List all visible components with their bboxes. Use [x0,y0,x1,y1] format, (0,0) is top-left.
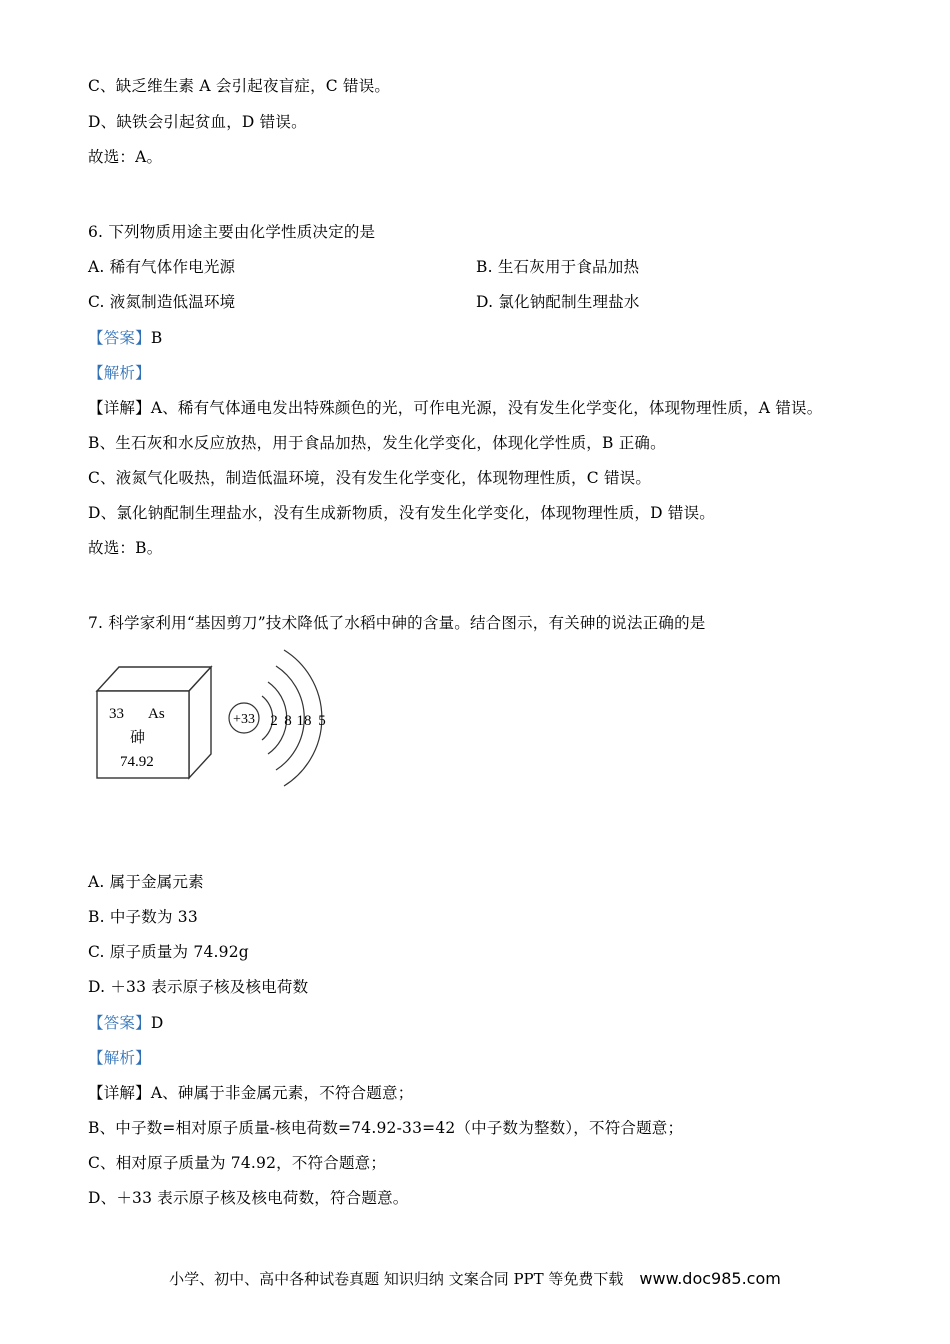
q6-detail-b: B、生石灰和水反应放热，用于食品加热，发生化学变化，体现化学性质，B 正确。 [88,434,666,452]
atomic-number: 33 [109,706,124,722]
footer-url-link[interactable]: www.doc985.com [639,1269,781,1288]
page-footer [0,1268,950,1289]
q6-answer-value: B [150,329,163,347]
q6-detail-c: C、液氮气化吸热，制造低温环境，没有发生化学变化，体现物理性质，C 错误。 [88,469,652,487]
q5-option-d-explanation: D、缺铁会引起贫血，D 错误。 [88,113,307,131]
atomic-structure-diagram [229,650,326,786]
q7-option-d: D. ＋33 表示原子核及核电荷数 [88,978,309,996]
q6-detail-a-text: A、稀有气体通电发出特殊颜色的光，可作电光源，没有发生化学变化，体现物理性质，A 错误。 [150,399,823,417]
q7-detail-b: B、中子数=相对原子质量-核电荷数=74.92-33=42（中子数为整数），不符合题意； [88,1119,684,1137]
shell-3-electrons: 18 [296,713,312,729]
q7-answer-value: D [150,1014,164,1032]
q6-detail-d: D、氯化钠配制生理盐水，没有生成新物质，没有发生化学变化，体现物理性质，D 错误。 [88,504,715,522]
element-cube [97,667,211,778]
q7-detail-c: C、相对原子质量为 74.92，不符合题意； [88,1154,387,1172]
q7-analysis-label: 【解析】 [88,1049,151,1067]
shell-4-electrons: 5 [318,713,326,729]
q6-conclusion: 故选：B。 [88,539,163,557]
q6-stem: 6. 下列物质用途主要由化学性质决定的是 [88,223,376,241]
element-symbol: As [148,706,165,722]
q6-answer-label: 【答案】 [88,329,151,347]
q7-answer-label: 【答案】 [88,1014,151,1032]
footer-text: 小学、初中、高中各种试卷真题 知识归纳 文案合同 PPT 等免费下载 [169,1270,624,1288]
q7-detail-label: 【详解】 [88,1084,151,1102]
q6-option-b: B. 生石灰用于食品加热 [476,258,640,276]
q6-detail-label: 【详解】 [88,399,151,417]
q7-option-c: C. 原子质量为 74.92g [88,943,249,961]
shell-2-electrons: 8 [284,713,292,729]
q6-option-a: A. 稀有气体作电光源 [88,258,236,276]
q7-option-a: A. 属于金属元素 [88,873,204,891]
arsenic-element-figure [92,646,332,796]
q6-option-d: D. 氯化钠配制生理盐水 [476,293,640,311]
q6-answer [88,327,162,349]
atomic-mass: 74.92 [120,754,154,770]
element-name: 砷 [130,728,146,746]
nucleus-charge: +33 [233,712,255,727]
q6-analysis-label: 【解析】 [88,364,151,382]
q7-option-b: B. 中子数为 33 [88,908,198,926]
q7-detail-a [88,1082,413,1104]
q6-option-c: C. 液氮制造低温环境 [88,293,236,311]
q7-stem: 7. 科学家利用“基因剪刀”技术降低了水稻中砷的含量。结合图示，有关砷的说法正确的是 [88,614,706,632]
q7-detail-d: D、＋33 表示原子核及核电荷数，符合题意。 [88,1189,409,1207]
q5-conclusion: 故选：A。 [88,148,163,166]
q5-option-c-explanation: C、缺乏维生素 A 会引起夜盲症，C 错误。 [88,77,391,95]
q7-detail-a-text: A、砷属于非金属元素，不符合题意； [150,1084,414,1102]
q7-answer [88,1012,163,1034]
shell-1-electrons: 2 [270,713,278,729]
q6-detail-a [88,397,822,419]
